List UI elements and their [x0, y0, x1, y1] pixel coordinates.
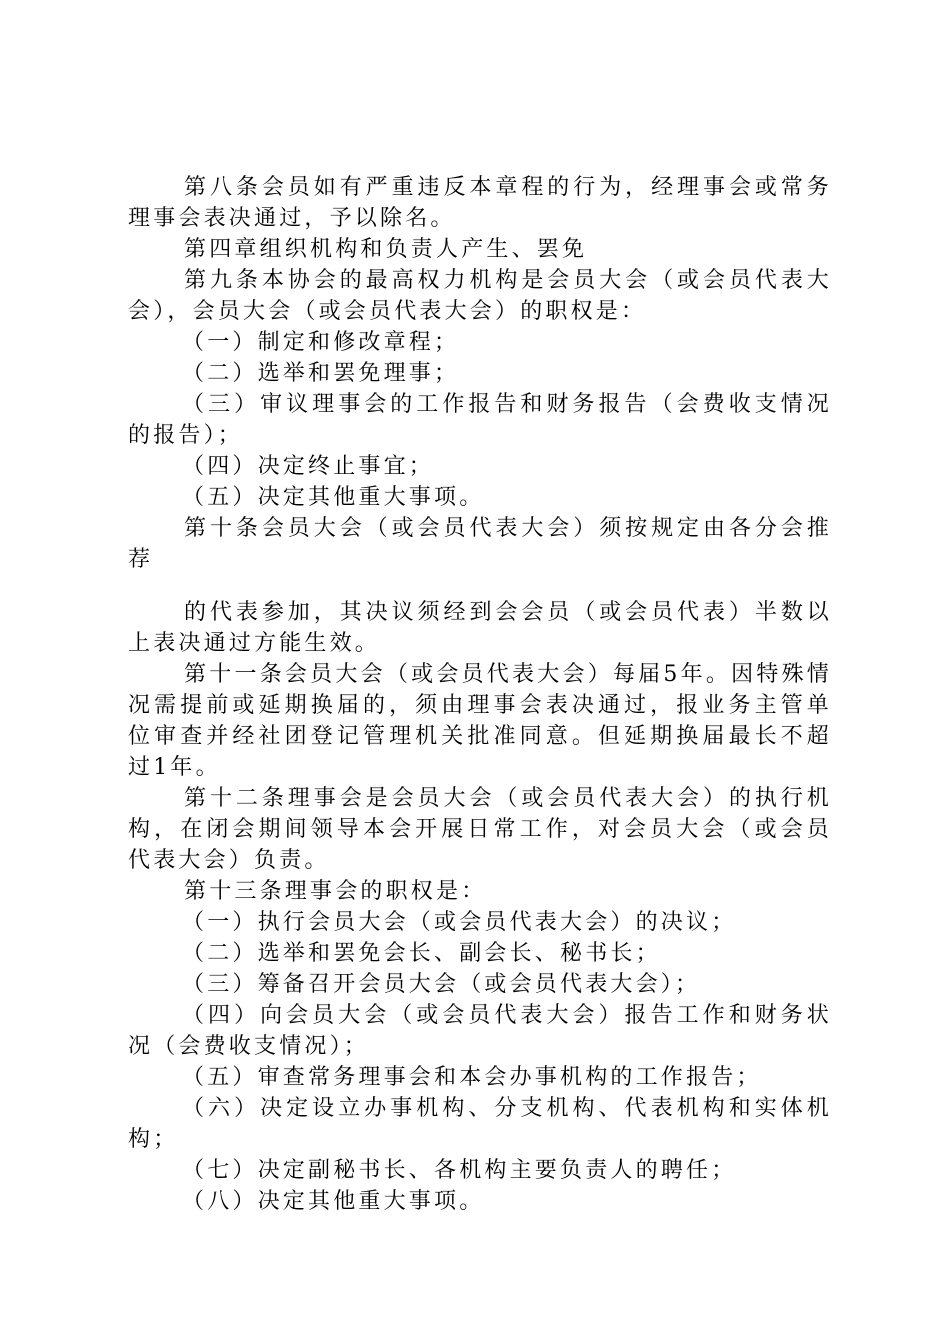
- article-13-item-8: （八）决定其他重大事项。: [182, 1189, 485, 1214]
- article-9: 第九条本协会的最高权力机构是会员大会（或会员代表大会），会员大会（或会员代表大会）的职权是：: [128, 268, 832, 324]
- article-10: 第十条会员大会（或会员代表大会）须按规定由各分会推荐: [128, 516, 832, 572]
- article-13-item-7: （七）决定副秘书长、各机构主要负责人的聘任；: [182, 1158, 737, 1183]
- article-13-item-3: （三）筹备召开会员大会（或会员代表大会）；: [182, 972, 701, 997]
- article-9-item-1: （一）制定和修改章程；: [182, 330, 460, 355]
- article-8: 第八条会员如有严重违反本章程的行为，经理事会或常务理事会表决通过，予以除名。: [128, 175, 832, 231]
- article-9-item-4: （四）决定终止事宜；: [182, 454, 435, 479]
- article-13-item-4: （四）向会员大会（或会员代表大会）报告工作和财务状况（会费收支情况）；: [128, 1003, 832, 1059]
- article-10-continued: 的代表参加，其决议须经到会会员（或会员代表）半数以上表决通过方能生效。: [128, 600, 832, 656]
- article-12: 第十二条理事会是会员大会（或会员代表大会）的执行机构，在闭会期间领导本会开展日常工作，对会员大会（或会员代表大会）负责。: [128, 786, 832, 873]
- article-13: 第十三条理事会的职权是：: [184, 879, 487, 904]
- article-13-item-2: （二）选举和罢免会长、副会长、秘书长；: [182, 941, 661, 966]
- article-9-item-2: （二）选举和罢免理事；: [182, 361, 460, 386]
- article-13-item-5: （五）审查常务理事会和本会办事机构的工作报告；: [182, 1065, 762, 1090]
- article-11: 第十一条会员大会（或会员代表大会）每届5年。因特殊情况需提前或延期换届的，须由理事会表决通过，报业务主管单位审查并经社团登记管理机关批准同意。但延期换届最长不超过1年。: [128, 662, 832, 780]
- article-9-item-5: （五）决定其他重大事项。: [182, 485, 485, 510]
- article-13-item-6: （六）决定设立办事机构、分支机构、代表机构和实体机构；: [128, 1096, 832, 1152]
- document-page: [128, 172, 832, 1217]
- article-13-item-1: （一）执行会员大会（或会员代表大会）的决议；: [182, 910, 737, 935]
- article-9-item-3: （三）审议理事会的工作报告和财务报告（会费收支情况的报告）；: [128, 392, 832, 448]
- chapter-4-heading: 第四章组织机构和负责人产生、罢免: [184, 237, 588, 262]
